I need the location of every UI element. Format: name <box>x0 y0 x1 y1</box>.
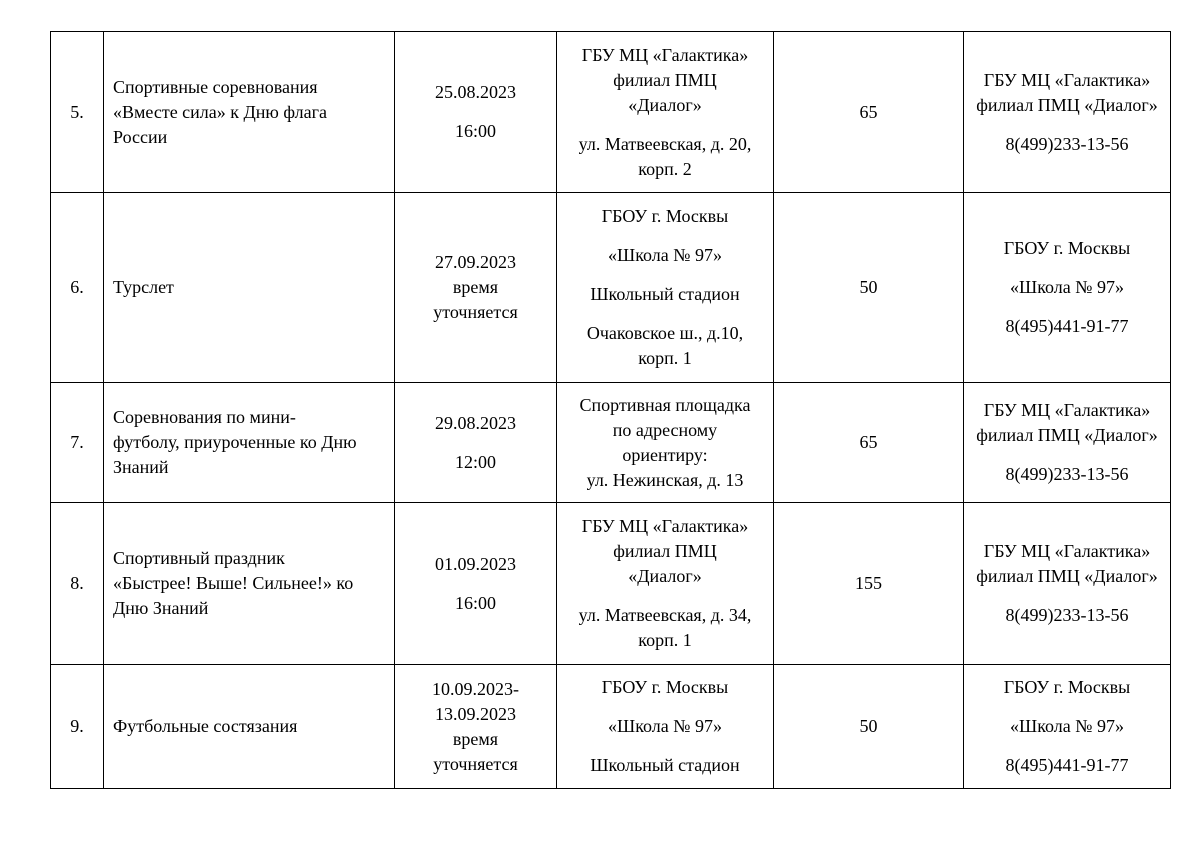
event-organizer: ГБОУ г. Москвы «Школа № 97» 8(495)441-91-77 <box>964 665 1171 789</box>
participant-count: 50 <box>774 193 964 383</box>
event-organizer: ГБОУ г. Москвы «Школа № 97» 8(495)441-91-77 <box>964 193 1171 383</box>
table-row <box>51 503 1171 665</box>
event-date: 10.09.2023- 13.09.2023 время уточняется <box>395 665 557 789</box>
table-row <box>51 383 1171 503</box>
row-number: 6. <box>51 193 104 383</box>
event-place: Спортивная площадка по адресному ориентиру: ул. Нежинская, д. 13 <box>557 383 774 503</box>
participant-count: 65 <box>774 32 964 193</box>
event-date: 01.09.2023 16:00 <box>395 503 557 665</box>
event-date: 29.08.2023 12:00 <box>395 383 557 503</box>
table-row <box>51 193 1171 383</box>
event-name: Спортивный праздник «Быстрее! Выше! Сильнее!» ко Дню Знаний <box>104 503 395 665</box>
event-organizer: ГБУ МЦ «Галактика» филиал ПМЦ «Диалог» 8(499)233-13-56 <box>964 503 1171 665</box>
event-organizer: ГБУ МЦ «Галактика» филиал ПМЦ «Диалог» 8(499)233-13-56 <box>964 32 1171 193</box>
event-organizer: ГБУ МЦ «Галактика» филиал ПМЦ «Диалог» 8(499)233-13-56 <box>964 383 1171 503</box>
table-row <box>51 665 1171 789</box>
event-place: ГБОУ г. Москвы «Школа № 97» Школьный стадион <box>557 665 774 789</box>
events-table <box>50 31 1171 789</box>
event-place: ГБУ МЦ «Галактика» филиал ПМЦ «Диалог» ул. Матвеевская, д. 34, корп. 1 <box>557 503 774 665</box>
event-date: 25.08.2023 16:00 <box>395 32 557 193</box>
participant-count: 155 <box>774 503 964 665</box>
event-name: Турслет <box>104 193 395 383</box>
event-place: ГБУ МЦ «Галактика» филиал ПМЦ «Диалог» ул. Матвеевская, д. 20, корп. 2 <box>557 32 774 193</box>
row-number: 5. <box>51 32 104 193</box>
event-name: Спортивные соревнования «Вместе сила» к Дню флага России <box>104 32 395 193</box>
table-row <box>51 32 1171 193</box>
row-number: 7. <box>51 383 104 503</box>
participant-count: 65 <box>774 383 964 503</box>
event-name: Соревнования по мини- футболу, приуроченные ко Дню Знаний <box>104 383 395 503</box>
row-number: 9. <box>51 665 104 789</box>
event-date: 27.09.2023 время уточняется <box>395 193 557 383</box>
row-number: 8. <box>51 503 104 665</box>
participant-count: 50 <box>774 665 964 789</box>
event-place: ГБОУ г. Москвы «Школа № 97» Школьный стадион Очаковское ш., д.10, корп. 1 <box>557 193 774 383</box>
event-name: Футбольные состязания <box>104 665 395 789</box>
